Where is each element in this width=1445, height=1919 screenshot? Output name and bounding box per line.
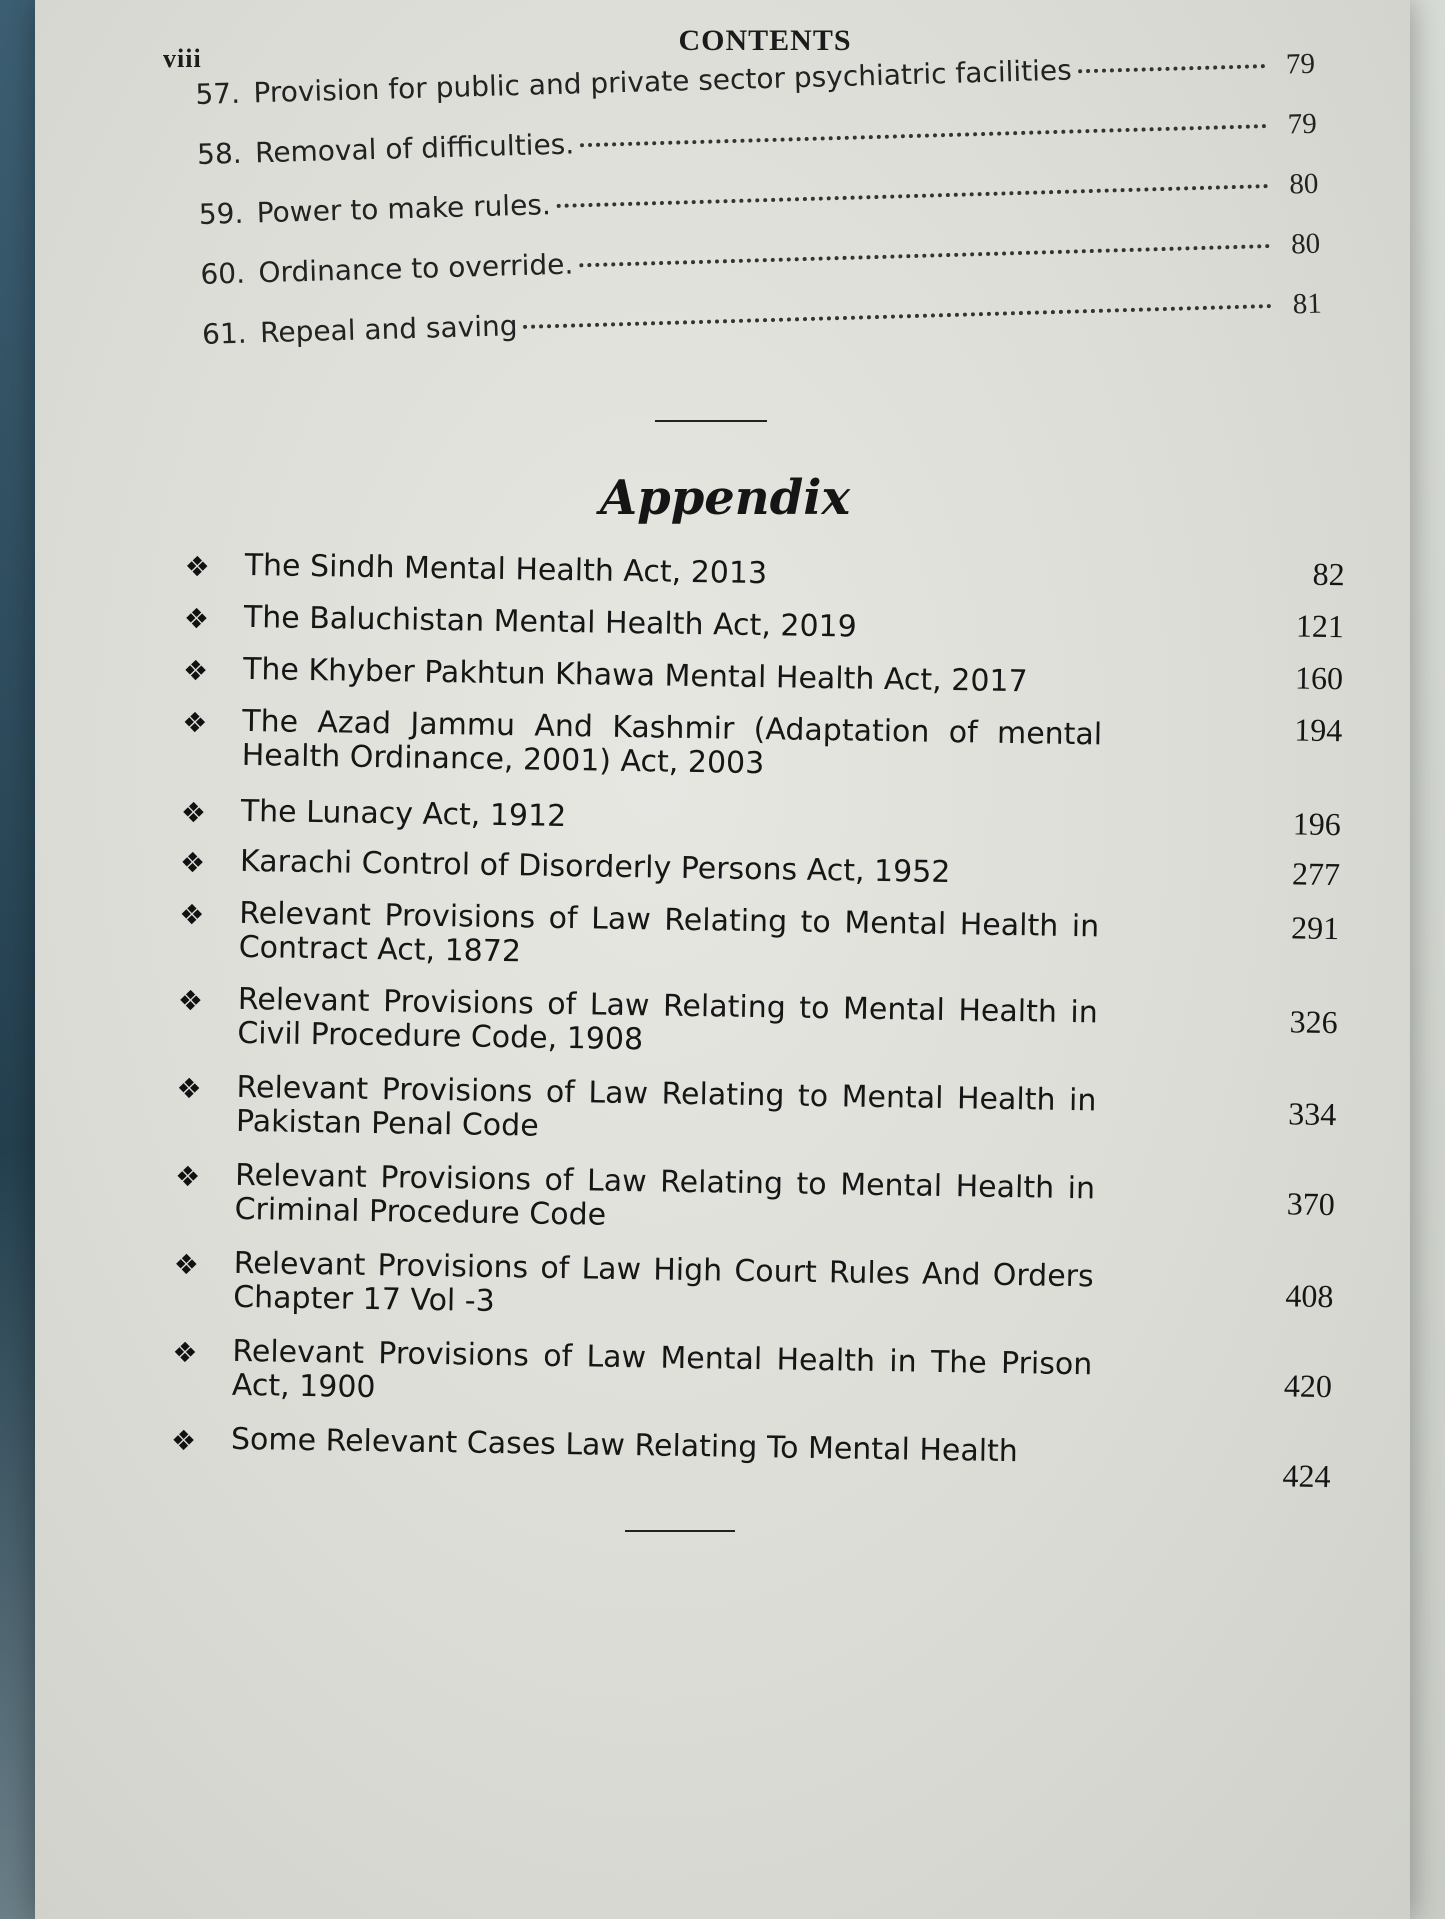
appendix-item-page: 408 [1285, 1277, 1334, 1315]
diamond-bullet-icon: ❖ [174, 1159, 201, 1194]
appendix-item-title: Relevant Provisions of Law Relating to Mental Health in Criminal Procedure Code [234, 1157, 1096, 1233]
running-head: CONTENTS [678, 24, 852, 57]
appendix-item-page: 326 [1289, 1003, 1338, 1041]
toc-entry-number: 61. [201, 316, 248, 351]
toc-entry-title: Provision for public and private sector psychiatric facilities [252, 53, 1073, 110]
toc-entry-title: Repeal and saving [259, 309, 518, 350]
page-number: viii [163, 44, 202, 73]
leader-dots [579, 244, 1270, 267]
appendix-item-page: 196 [1292, 805, 1342, 843]
appendix-item-page: 370 [1286, 1185, 1336, 1223]
appendix-heading: Appendix [599, 470, 851, 526]
diamond-bullet-icon: ❖ [177, 983, 204, 1018]
background-right [1405, 0, 1445, 1919]
appendix-item-title: The Lunacy Act, 1912 [240, 793, 567, 835]
toc-entry-number: 58. [196, 136, 243, 171]
leader-dots [580, 124, 1267, 147]
toc-entry-page: 80 [1290, 227, 1321, 261]
toc-entry-title: Power to make rules. [256, 188, 552, 230]
diamond-bullet-icon: ❖ [181, 705, 208, 740]
toc-list [195, 47, 1323, 378]
section-divider [625, 1530, 735, 1532]
appendix-item-title: The Sindh Mental Health Act, 2013 [244, 547, 768, 592]
toc-entry-page: 79 [1285, 47, 1316, 81]
diamond-bullet-icon: ❖ [176, 1071, 202, 1106]
appendix-item-title: Relevant Provisions of Law Mental Health in The Prison Act, 1900 [231, 1333, 1093, 1406]
diamond-bullet-icon: ❖ [172, 1335, 198, 1370]
appendix-item-page: 194 [1294, 711, 1343, 749]
diamond-bullet-icon: ❖ [173, 1247, 200, 1282]
appendix-list [170, 548, 1355, 1500]
appendix-item-title: The Khyber Pakhtun Khawa Mental Health Act, 2017 [242, 651, 1028, 700]
toc-entry-number: 59. [198, 196, 244, 231]
toc-entry-page: 79 [1287, 107, 1318, 141]
appendix-item-title: Relevant Provisions of Law Relating to Mental Health in Civil Procedure Code, 1908 [237, 981, 1099, 1058]
leader-dots [1078, 64, 1265, 73]
diamond-bullet-icon: ❖ [178, 897, 205, 932]
appendix-item-title: Relevant Provisions of Law High Court Rules And Orders Chapter 17 Vol -3 [232, 1245, 1094, 1319]
appendix-item-title: Relevant Provisions of Law Relating to Mental Health in Contract Act, 1872 [238, 895, 1100, 970]
appendix-item-page: 334 [1287, 1095, 1337, 1133]
appendix-item-title: Relevant Provisions of Law Relating to Mental Health in Pakistan Penal Code [235, 1069, 1097, 1144]
appendix-item-page: 160 [1294, 659, 1344, 697]
toc-entry-page: 80 [1288, 167, 1319, 201]
appendix-item-page: 420 [1283, 1367, 1333, 1405]
diamond-bullet-icon: ❖ [182, 653, 209, 688]
toc-entry-title: Ordinance to override. [258, 247, 574, 290]
diamond-bullet-icon: ❖ [180, 795, 207, 830]
appendix-item-page: 82 [1312, 555, 1346, 593]
diamond-bullet-icon: ❖ [183, 601, 210, 636]
appendix-item-title: The Azad Jammu And Kashmir (Adaptation of mental Health Ordinance, 2001) Act, 2003 [241, 703, 1103, 782]
appendix-item-page: 291 [1290, 909, 1340, 947]
diamond-bullet-icon: ❖ [170, 1423, 197, 1458]
appendix-item-page: 121 [1295, 607, 1345, 645]
diamond-bullet-icon: ❖ [179, 845, 206, 880]
book-page [35, 0, 1410, 1919]
appendix-item-title: Karachi Control of Disorderly Persons Act, 1952 [239, 843, 951, 891]
appendix-item-title: The Baluchistan Mental Health Act, 2019 [243, 599, 858, 645]
toc-entry-page: 81 [1292, 287, 1323, 321]
appendix-item-page: 277 [1291, 855, 1341, 893]
diamond-bullet-icon: ❖ [184, 549, 211, 584]
appendix-item-page: 424 [1282, 1457, 1331, 1495]
section-divider [655, 420, 767, 422]
appendix-item-title: Some Relevant Cases Law Relating To Mental Health [230, 1421, 1019, 1470]
toc-entry-number: 60. [200, 256, 246, 291]
toc-entry-number: 57. [195, 76, 241, 111]
leader-dots [523, 304, 1271, 329]
leader-dots [557, 184, 1269, 208]
toc-entry-title: Removal of difficulties. [254, 127, 575, 170]
